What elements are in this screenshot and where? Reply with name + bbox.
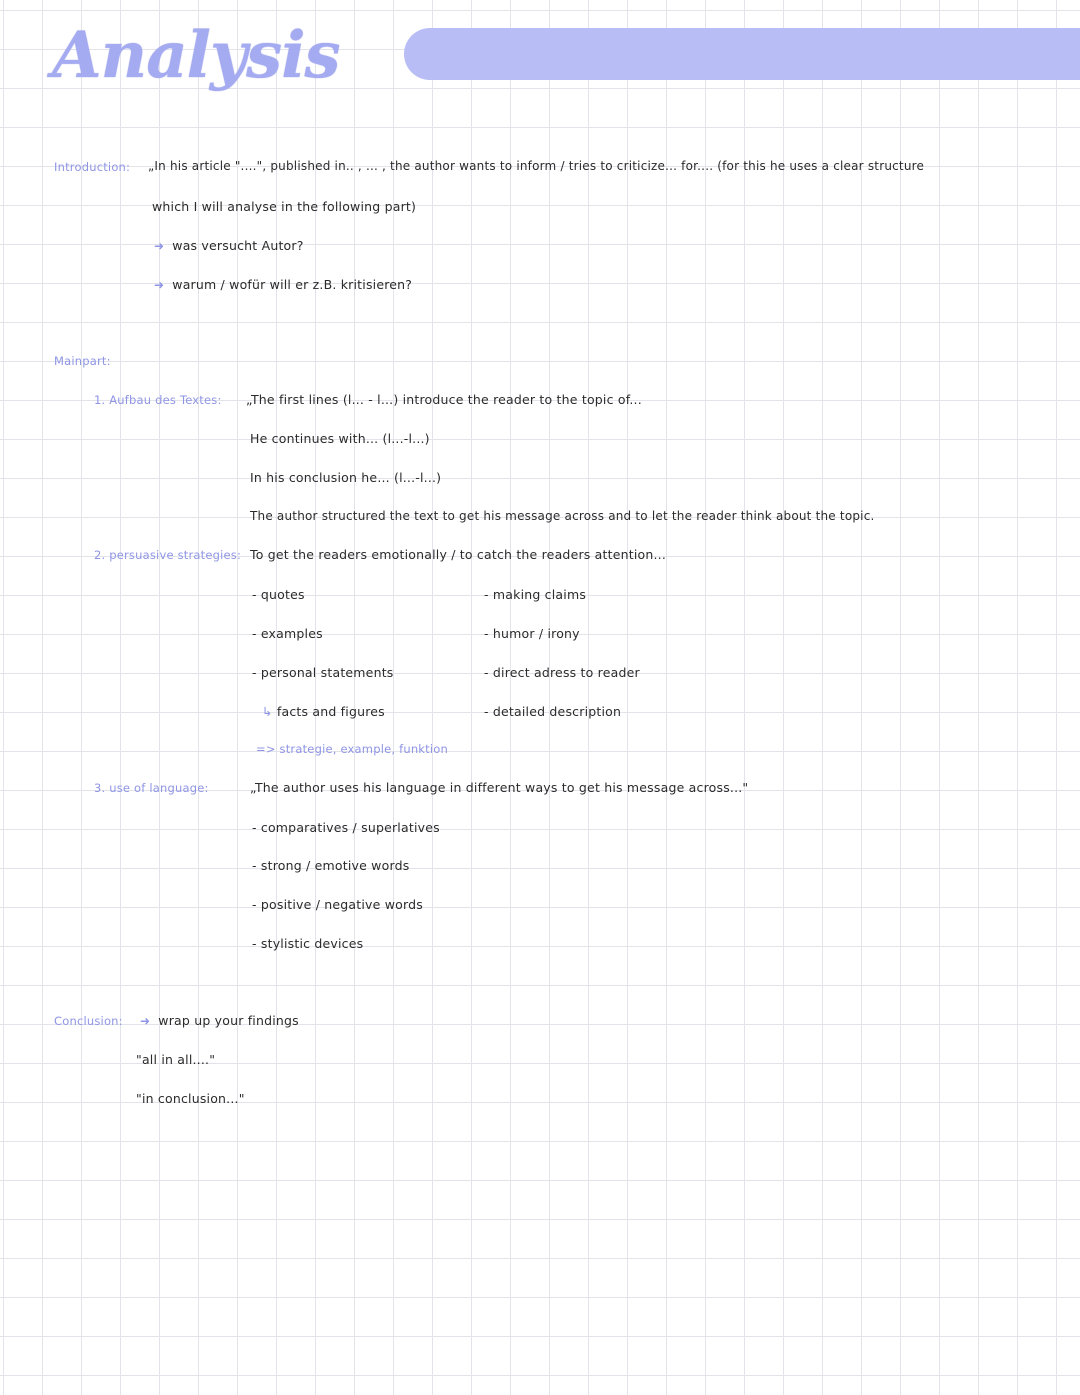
title-banner <box>404 28 1080 80</box>
list-item-text: positive / negative words <box>260 897 423 912</box>
list-item-text: stylistic devices <box>260 936 364 951</box>
introduction-bullet-2 <box>154 277 412 292</box>
introduction-line-2: which I will analyse in the following part) <box>152 199 417 214</box>
section3-intro: „The author uses his language in different ways to get his message across..." <box>250 780 749 795</box>
section1-label: 1. Aufbau des Textes: <box>94 393 222 407</box>
list-item: - examples <box>252 626 323 641</box>
section2-note: => strategie, example, funktion <box>256 742 448 756</box>
list-item <box>262 704 385 719</box>
return-arrow-icon: ↳ <box>262 704 273 719</box>
list-item-text: strong / emotive words <box>260 858 410 873</box>
list-item-text: examples <box>260 626 323 641</box>
list-item: - direct adress to reader <box>484 665 640 680</box>
arrow-icon: ➜ <box>154 278 165 292</box>
conclusion-phrase-2: "in conclusion..." <box>136 1091 245 1106</box>
section1-line-3: In his conclusion he... (l...-l...) <box>250 470 442 485</box>
bullet-text: was versucht Autor? <box>172 238 304 253</box>
list-item: - positive / negative words <box>252 897 423 912</box>
list-item-text: comparatives / superlatives <box>260 820 440 835</box>
section1-line-4: The author structured the text to get his message across and to let the reader think about the topic. <box>250 509 875 523</box>
list-item: - making claims <box>484 587 587 602</box>
conclusion-label: Conclusion: <box>54 1014 123 1028</box>
section3-label: 3. use of language: <box>94 781 209 795</box>
list-item-text: personal statements <box>260 665 394 680</box>
list-item-text: direct adress to reader <box>492 665 640 680</box>
bullet-text: warum / wofür will er z.B. kritisieren? <box>172 277 413 292</box>
list-item-text: humor / irony <box>492 626 580 641</box>
conclusion-bullet <box>140 1013 299 1028</box>
list-item: - strong / emotive words <box>252 858 410 873</box>
conclusion-phrase-1: "all in all...." <box>136 1052 216 1067</box>
list-item-text: facts and figures <box>276 704 385 719</box>
section2-label: 2. persuasive strategies: <box>94 548 242 562</box>
list-item-text: making claims <box>492 587 587 602</box>
list-item: - comparatives / superlatives <box>252 820 440 835</box>
bullet-text: wrap up your findings <box>158 1013 299 1028</box>
list-item: - personal statements <box>252 665 394 680</box>
list-item: - quotes <box>252 587 305 602</box>
section1-line-1: „The first lines (l... - l...) introduce the reader to the topic of... <box>246 392 642 407</box>
introduction-line-1: „In his article "....", published in.. , ... , the author wants to inform / tries to criticize... for.... (for this he uses a clear structure <box>148 159 925 173</box>
page-title: Analysis <box>52 18 340 93</box>
introduction-label: Introduction: <box>54 160 131 174</box>
section1-line-2: He continues with... (l...-l...) <box>250 431 430 446</box>
mainpart-label: Mainpart: <box>54 354 111 368</box>
list-item: - humor / irony <box>484 626 580 641</box>
list-item: - stylistic devices <box>252 936 364 951</box>
list-item-text: quotes <box>260 587 305 602</box>
list-item-text: detailed description <box>492 704 622 719</box>
arrow-icon: ➜ <box>154 239 165 253</box>
arrow-icon: ➜ <box>140 1014 151 1028</box>
section2-intro: To get the readers emotionally / to catch the readers attention... <box>250 547 667 562</box>
list-item: - detailed description <box>484 704 622 719</box>
introduction-bullet-1 <box>154 238 304 253</box>
